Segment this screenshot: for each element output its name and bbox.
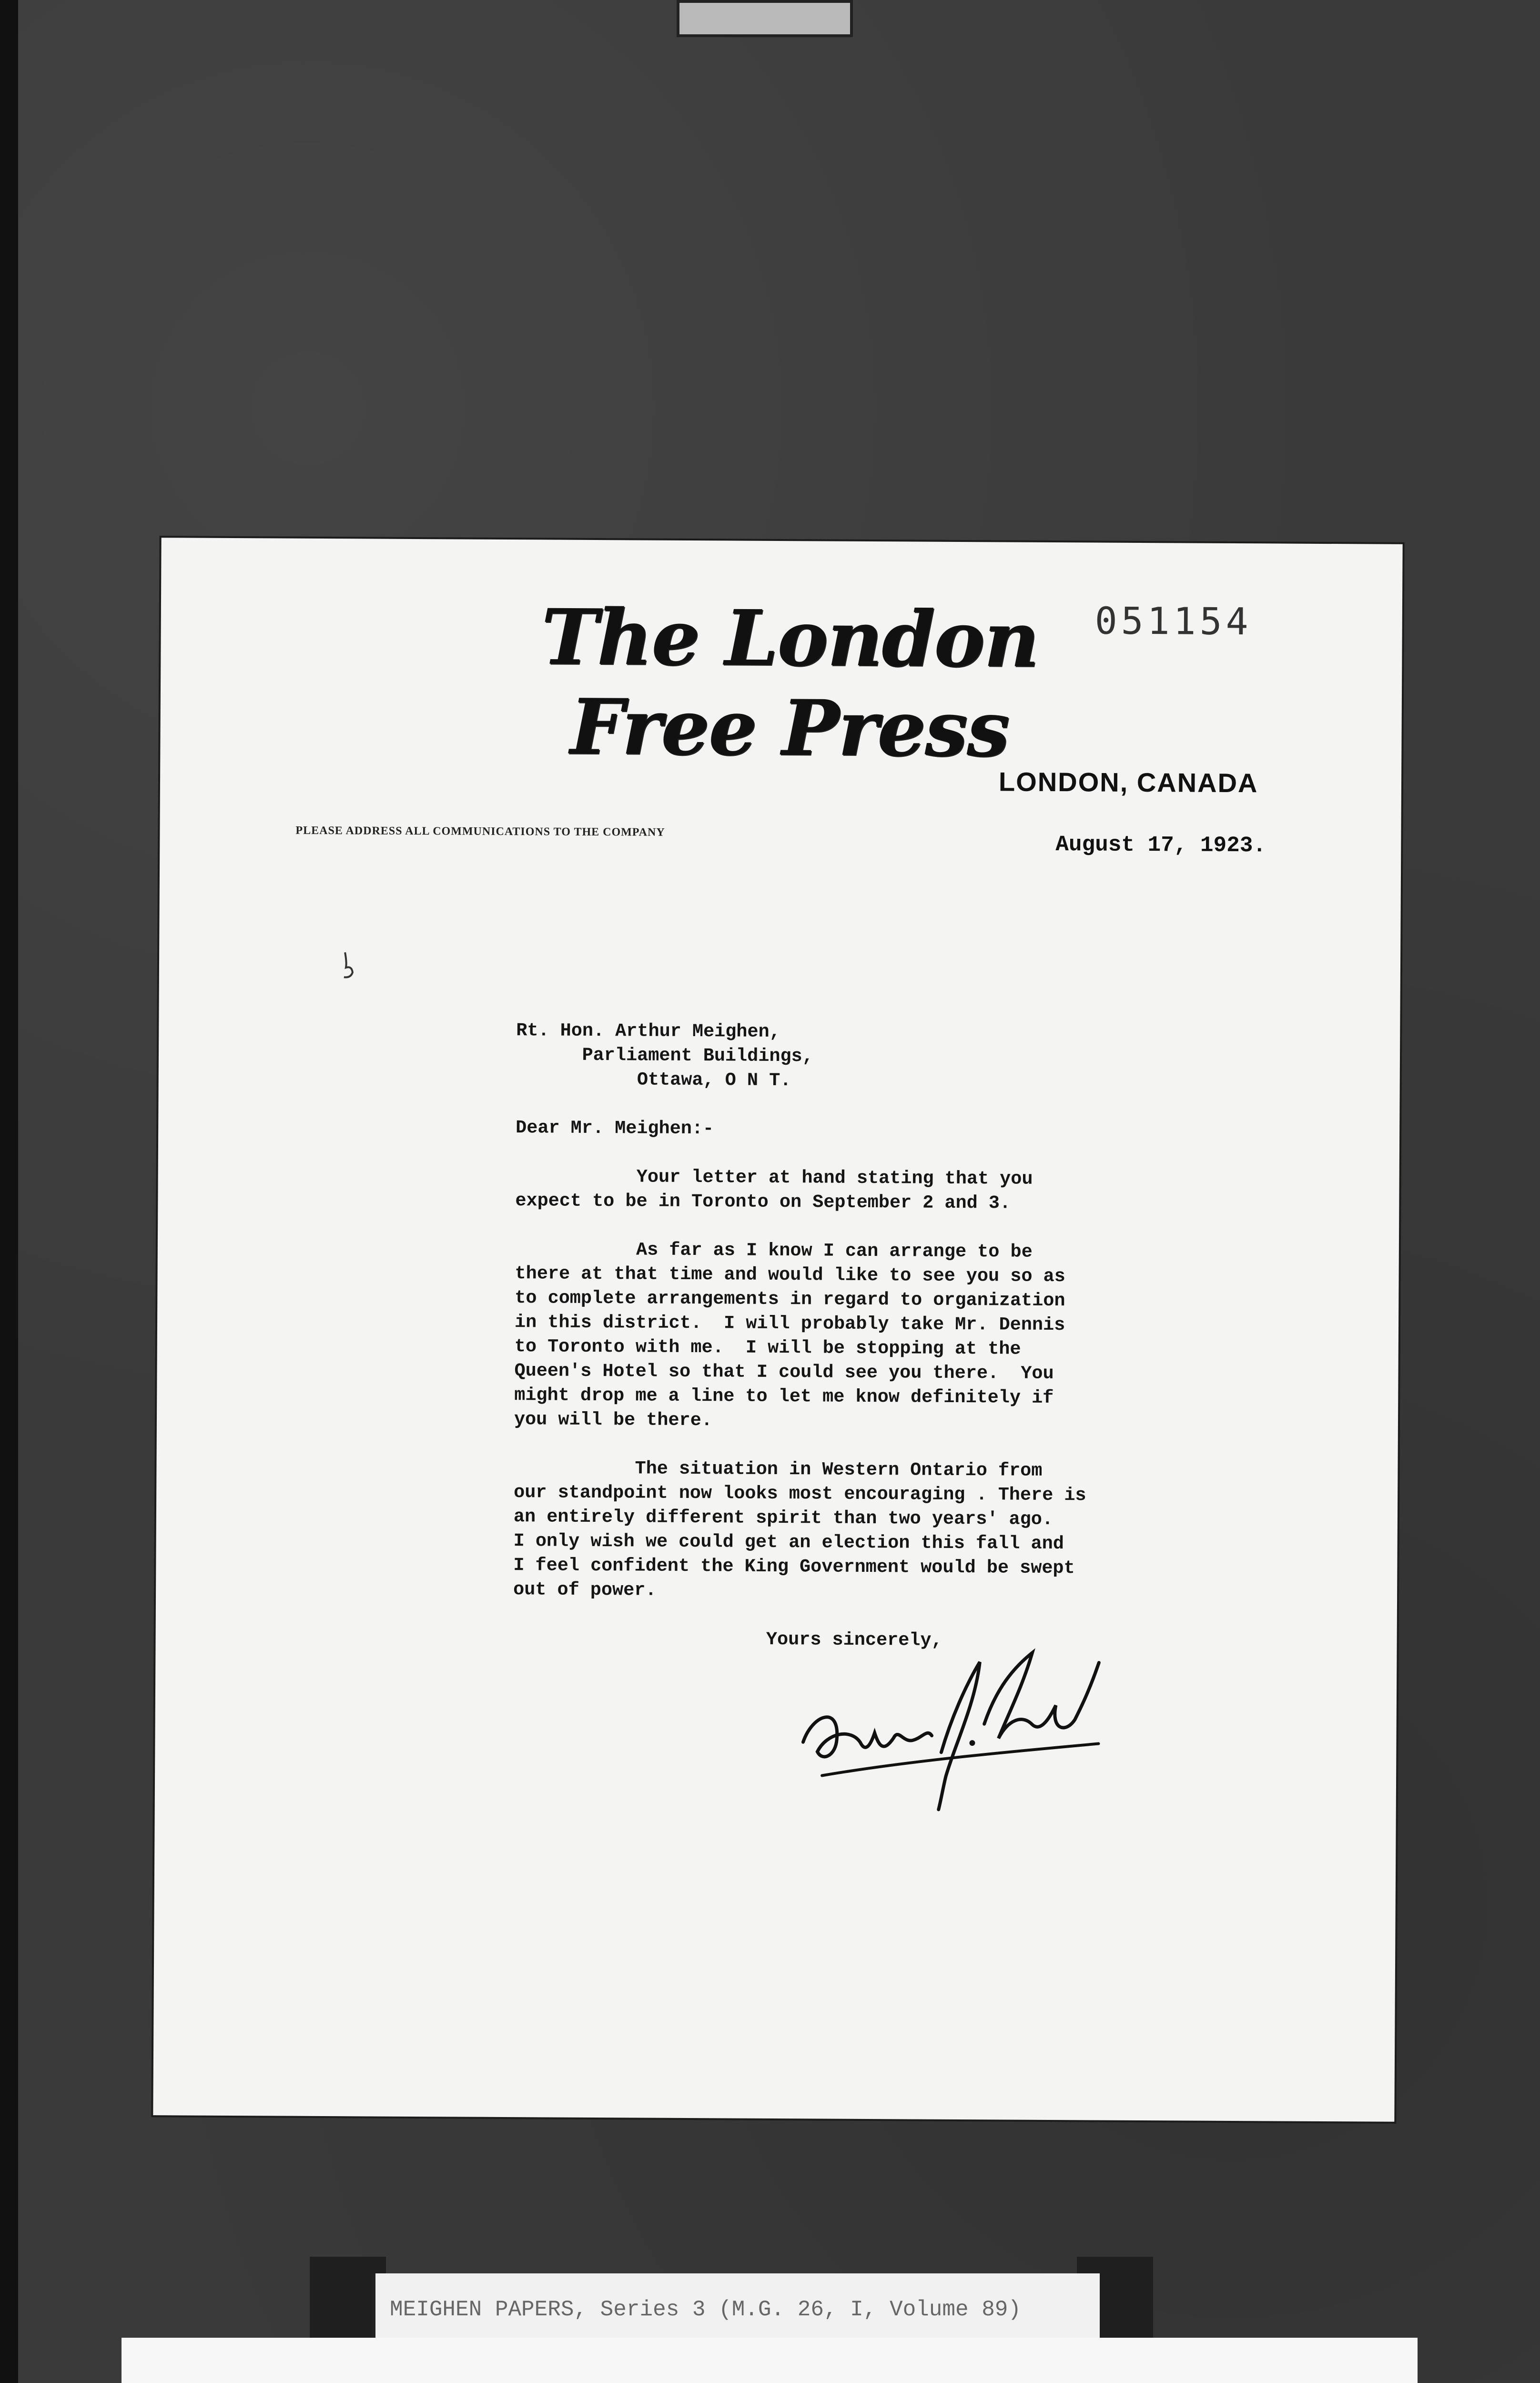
handwritten-signature — [784, 1632, 1118, 1815]
archive-label-card — [122, 2338, 1418, 2383]
letter-date: August 17, 1923. — [1055, 832, 1266, 858]
paragraph-line: expect to be in Toronto on September 2 and 3. — [515, 1190, 1011, 1214]
paragraph-line: there at that time and would like to see you so as — [515, 1263, 1065, 1287]
paragraph-line: an entirely different spirit than two years' ago. — [513, 1506, 1054, 1530]
closing: Yours sincerely, — [513, 1628, 942, 1651]
archive-stamp-number: 051154 — [1094, 600, 1252, 644]
paragraph-line: Your letter at hand stating that you — [515, 1166, 1033, 1190]
slip-reference: MEIGHEN PAPERS, Series 3 (M.G. 26, I, Volume 89) — [390, 2297, 1022, 2322]
film-edge — [0, 0, 18, 2383]
paragraph-line: out of power. — [513, 1579, 657, 1601]
recipient-line: Rt. Hon. Arthur Meighen, — [516, 1020, 780, 1043]
salutation: Dear Mr. Meighen:- — [516, 1117, 714, 1140]
recipient-line: Parliament Buildings, — [516, 1044, 813, 1067]
letterhead-city: LONDON, CANADA — [998, 766, 1258, 798]
address-note: PLEASE ADDRESS ALL COMMUNICATIONS TO THE COMPANY — [295, 824, 665, 839]
paragraph-line: I feel confident the King Government would be swept — [513, 1555, 1075, 1579]
newspaper-masthead: The London Free Press — [541, 592, 1039, 774]
paragraph-line: Queen's Hotel so that I could see you there. You — [514, 1360, 1054, 1385]
pencil-mark-icon — [340, 948, 358, 982]
paragraph-line: I only wish we could get an election this fall and — [513, 1530, 1064, 1555]
recipient-line: Ottawa, O N T. — [516, 1069, 791, 1091]
archive-slip — [372, 2273, 1100, 2345]
mounting-tab — [677, 0, 853, 37]
paragraph-line: might drop me a line to let me know definitely if — [514, 1385, 1054, 1409]
paragraph-line: our standpoint now looks most encouraging . There is — [514, 1482, 1086, 1506]
letter-page — [153, 538, 1402, 2122]
paragraph-line: to Toronto with me. I will be stopping at the — [514, 1336, 1021, 1360]
paragraph-line: to complete arrangements in regard to organization — [515, 1287, 1065, 1312]
paragraph-line: in this district. I will probably take Mr. Dennis — [514, 1312, 1065, 1336]
paragraph-line: The situation in Western Ontario from — [514, 1457, 1043, 1481]
letter-body — [513, 1018, 1231, 1654]
paragraph-line: you will be there. — [514, 1409, 712, 1431]
paragraph-line: As far as I know I can arrange to be — [515, 1239, 1033, 1263]
